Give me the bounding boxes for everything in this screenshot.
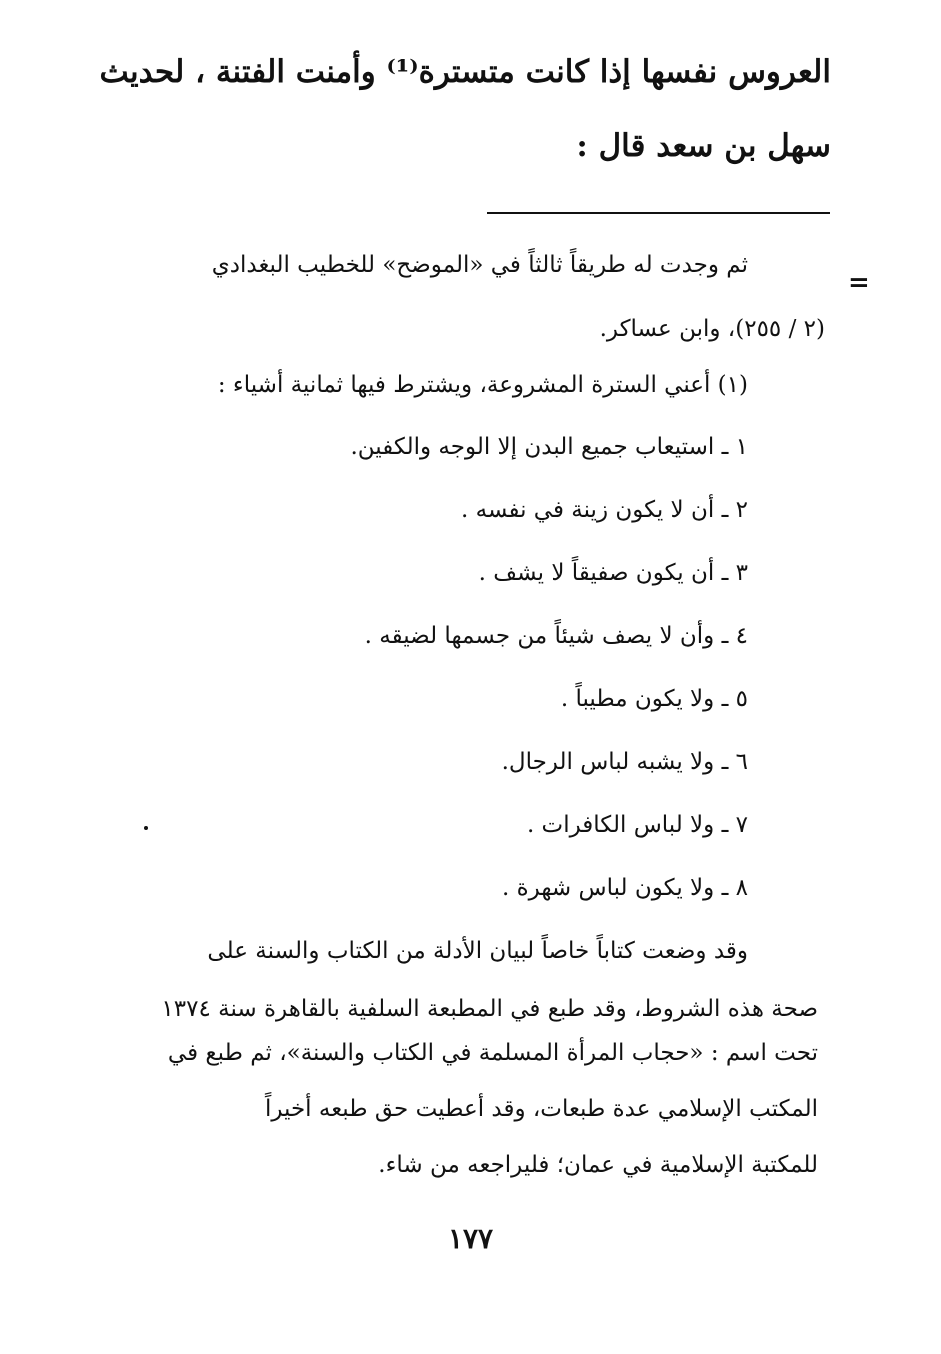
footnote-continuation-line-1: ثم وجدت له طريقاً ثالثاً في «الموضح» للخطيب البغدادي [211,252,748,278]
main-text-line-1: العروس نفسها إذا كانت متسترة⁽¹⁾ وأمنت الفتنة ، لحديث [99,54,831,90]
condition-item-5: ٥ ـ ولا يكون مطيباً . [560,686,748,712]
closing-paragraph-line-5: للمكتبة الإسلامية في عمان؛ فليراجعه من شاء. [378,1152,818,1178]
condition-item-7: ٧ ـ ولا لباس الكافرات . [526,812,748,838]
page-number: ١٧٧ [447,1222,494,1255]
condition-item-3: ٣ ـ أن يكون صفيقاً لا يشف . [478,560,748,586]
condition-item-4: ٤ ـ وأن لا يصف شيئاً من جسمها لضيقه . [364,623,748,649]
closing-paragraph-line-2: صحة هذه الشروط، وقد طبع في المطبعة السلفية بالقاهرة سنة ١٣٧٤ [161,996,818,1022]
footnote-1-heading: (١) أعني السترة المشروعة، ويشترط فيها ثمانية أشياء : [217,372,748,398]
footnote-continuation-marker: = [848,268,870,298]
stray-dot-mark [144,826,148,830]
condition-item-6: ٦ ـ ولا يشبه لباس الرجال. [501,749,748,775]
closing-paragraph-line-4: المكتب الإسلامي عدة طبعات، وقد أعطيت حق طبعه أخيراً [264,1096,818,1122]
condition-item-1: ١ ـ استيعاب جميع البدن إلا الوجه والكفين. [350,434,748,460]
closing-paragraph-line-1: وقد وضعت كتاباً خاصاً لبيان الأدلة من الكتاب والسنة على [207,938,748,964]
closing-paragraph-line-3: تحت اسم : «حجاب المرأة المسلمة في الكتاب والسنة»، ثم طبع في [167,1040,818,1066]
condition-item-8: ٨ ـ ولا يكون لباس شهرة . [501,875,748,901]
condition-item-2: ٢ ـ أن لا يكون زينة في نفسه . [460,497,748,523]
main-text-line-2: سهل بن سعد قال : [576,128,831,164]
footnote-continuation-line-2: (٢ / ٢٥٥)، وابن عساكر. [599,316,825,342]
footnote-separator-rule [487,212,830,214]
